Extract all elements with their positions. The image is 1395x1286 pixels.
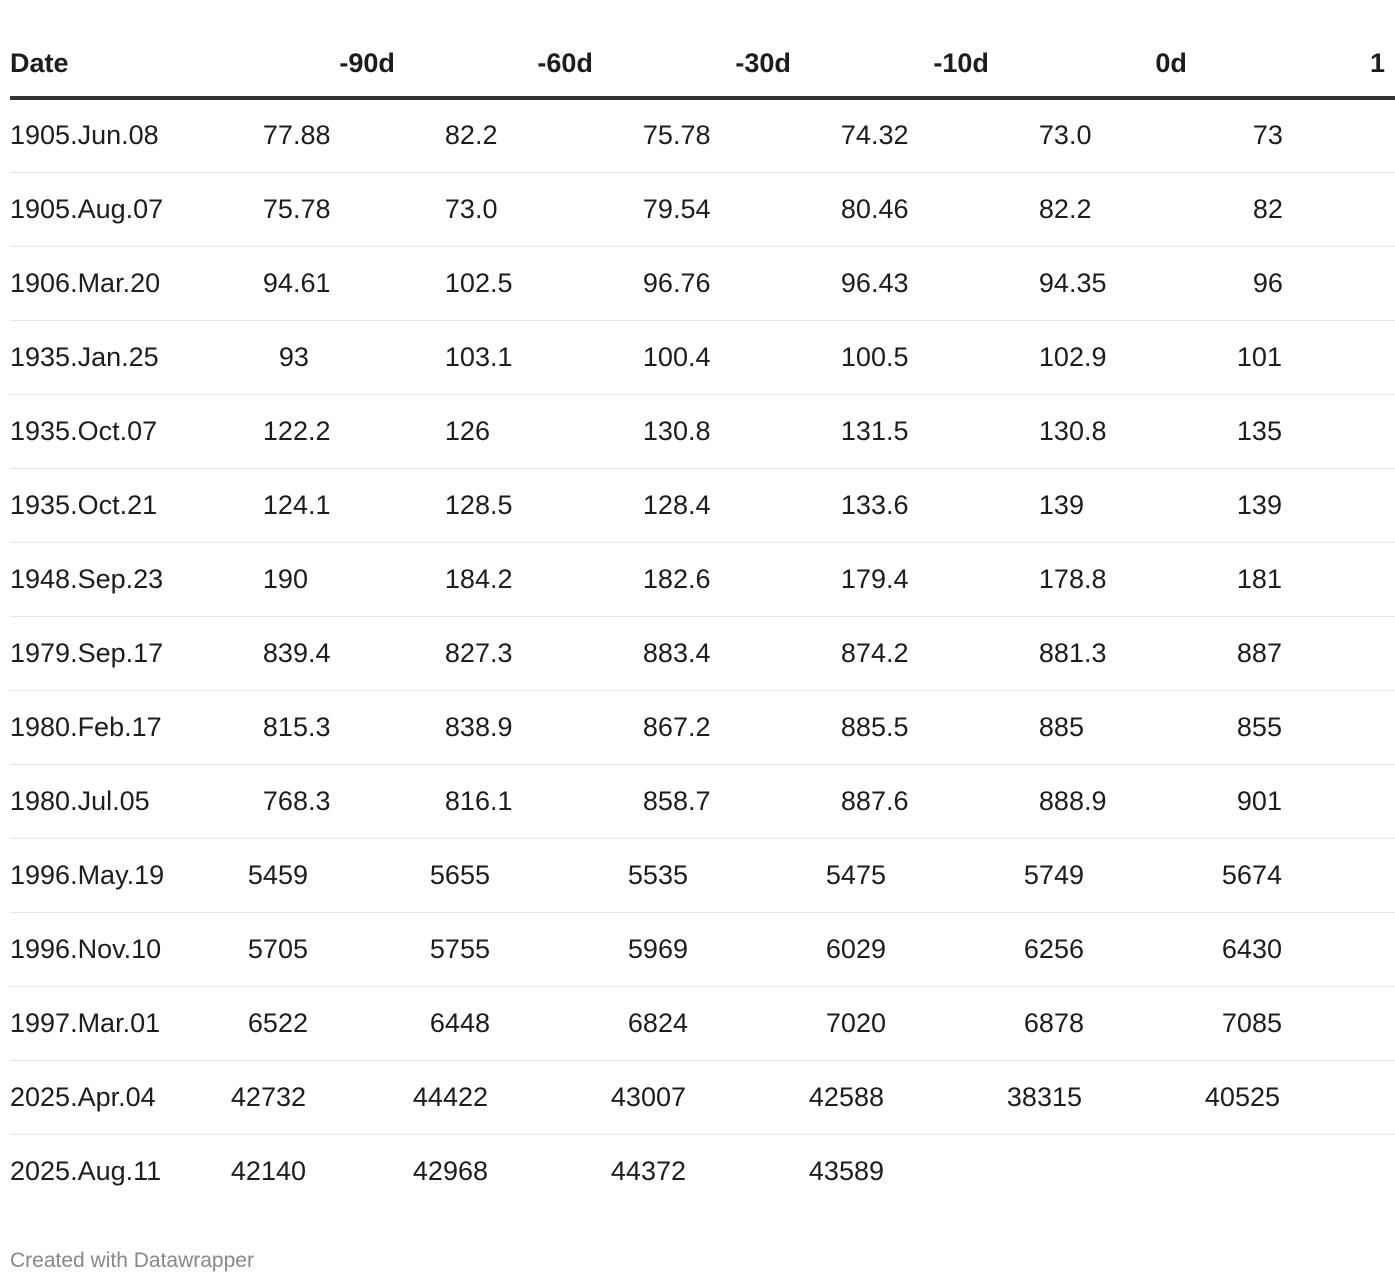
value-cell bbox=[999, 320, 1197, 394]
table-row bbox=[10, 320, 1395, 394]
value-text: 7020 bbox=[825, 1007, 886, 1038]
table-row bbox=[10, 690, 1395, 764]
date-cell: 1948.Sep.23 bbox=[10, 542, 207, 616]
value-text: 102.5 bbox=[444, 267, 513, 298]
value-text: 7085 bbox=[1221, 1007, 1282, 1038]
value-cell bbox=[405, 468, 603, 542]
value-text: 139 bbox=[1236, 489, 1282, 520]
value-cell bbox=[603, 1060, 801, 1134]
value-cell bbox=[405, 986, 603, 1060]
date-cell: 1979.Sep.17 bbox=[10, 616, 207, 690]
value-cell bbox=[999, 394, 1197, 468]
value-cell bbox=[999, 542, 1197, 616]
value-cell bbox=[1197, 764, 1395, 838]
value-text: 885 bbox=[1038, 711, 1084, 742]
value-cell bbox=[801, 1060, 999, 1134]
value-text: 768.3 bbox=[262, 785, 331, 816]
value-text: 133.6 bbox=[840, 489, 909, 520]
value-cell bbox=[405, 172, 603, 246]
value-text: 80.46 bbox=[840, 193, 909, 224]
value-cell bbox=[603, 986, 801, 1060]
value-text: 102.9 bbox=[1038, 341, 1107, 372]
value-text: 124.1 bbox=[262, 489, 331, 520]
value-text: 838.9 bbox=[444, 711, 513, 742]
value-text: 73 bbox=[1252, 120, 1283, 151]
value-cell bbox=[603, 98, 801, 172]
value-text: 6522 bbox=[247, 1007, 308, 1038]
value-cell bbox=[603, 172, 801, 246]
value-cell bbox=[207, 320, 405, 394]
value-cell bbox=[207, 246, 405, 320]
value-cell bbox=[1197, 838, 1395, 912]
value-cell bbox=[801, 542, 999, 616]
value-text: 42140 bbox=[230, 1155, 306, 1186]
column-header: -30d bbox=[603, 30, 801, 98]
value-text: 839.4 bbox=[262, 637, 331, 668]
value-text: 139 bbox=[1038, 489, 1084, 520]
value-cell bbox=[1197, 912, 1395, 986]
table-row bbox=[10, 98, 1395, 172]
value-cell bbox=[1197, 320, 1395, 394]
datawrapper-credit: Created with Datawrapper bbox=[10, 1249, 254, 1272]
value-text: 42968 bbox=[412, 1155, 488, 1186]
value-text: 40525 bbox=[1204, 1081, 1280, 1112]
value-text: 131.5 bbox=[840, 415, 909, 446]
value-cell bbox=[801, 912, 999, 986]
date-cell: 1996.Nov.10 bbox=[10, 912, 207, 986]
value-cell bbox=[1197, 1134, 1395, 1208]
value-text: 6256 bbox=[1023, 933, 1084, 964]
value-cell bbox=[207, 986, 405, 1060]
table-row bbox=[10, 246, 1395, 320]
date-cell: 1905.Aug.07 bbox=[10, 172, 207, 246]
value-cell bbox=[999, 838, 1197, 912]
value-text: 815.3 bbox=[262, 711, 331, 742]
value-cell bbox=[603, 764, 801, 838]
value-cell bbox=[207, 468, 405, 542]
value-cell bbox=[1197, 690, 1395, 764]
value-text: 6029 bbox=[825, 933, 886, 964]
value-cell bbox=[801, 394, 999, 468]
value-cell bbox=[999, 172, 1197, 246]
value-cell bbox=[207, 172, 405, 246]
date-cell: 1980.Feb.17 bbox=[10, 690, 207, 764]
value-text: 5749 bbox=[1023, 859, 1084, 890]
value-cell bbox=[603, 468, 801, 542]
value-text: 901 bbox=[1236, 785, 1282, 816]
value-text: 38315 bbox=[1006, 1081, 1082, 1112]
value-text: 126 bbox=[444, 415, 490, 446]
value-text: 128.4 bbox=[642, 489, 711, 520]
value-cell bbox=[1197, 246, 1395, 320]
value-text: 827.3 bbox=[444, 637, 513, 668]
value-cell bbox=[405, 764, 603, 838]
value-cell bbox=[801, 986, 999, 1060]
value-cell bbox=[1197, 542, 1395, 616]
value-cell bbox=[603, 542, 801, 616]
value-cell bbox=[999, 764, 1197, 838]
value-cell bbox=[207, 838, 405, 912]
value-text: 883.4 bbox=[642, 637, 711, 668]
value-text: 94.35 bbox=[1038, 267, 1107, 298]
value-text: 130.8 bbox=[1038, 415, 1107, 446]
value-text: 128.5 bbox=[444, 489, 513, 520]
value-cell bbox=[405, 838, 603, 912]
value-cell bbox=[999, 468, 1197, 542]
table-row bbox=[10, 172, 1395, 246]
table-row bbox=[10, 394, 1395, 468]
value-text: 5969 bbox=[627, 933, 688, 964]
table-row bbox=[10, 986, 1395, 1060]
column-header: Date bbox=[10, 30, 207, 98]
value-cell bbox=[999, 912, 1197, 986]
value-cell bbox=[801, 1134, 999, 1208]
value-cell bbox=[801, 320, 999, 394]
date-cell: 1906.Mar.20 bbox=[10, 246, 207, 320]
value-cell bbox=[1197, 98, 1395, 172]
value-text: 184.2 bbox=[444, 563, 513, 594]
value-text: 103.1 bbox=[444, 341, 513, 372]
table-row bbox=[10, 1134, 1395, 1208]
value-text: 42732 bbox=[230, 1081, 306, 1112]
value-text: 82.2 bbox=[444, 120, 498, 151]
value-cell bbox=[207, 616, 405, 690]
value-text: 178.8 bbox=[1038, 563, 1107, 594]
value-cell bbox=[207, 764, 405, 838]
table-row bbox=[10, 838, 1395, 912]
value-text: 5475 bbox=[825, 859, 886, 890]
value-text: 5535 bbox=[627, 859, 688, 890]
table-row bbox=[10, 542, 1395, 616]
value-cell bbox=[405, 1060, 603, 1134]
value-cell bbox=[207, 98, 405, 172]
date-cell: 1980.Jul.05 bbox=[10, 764, 207, 838]
value-text: 122.2 bbox=[262, 415, 331, 446]
table-row bbox=[10, 1060, 1395, 1134]
column-header: -10d bbox=[801, 30, 999, 98]
date-cell: 1935.Jan.25 bbox=[10, 320, 207, 394]
value-cell bbox=[603, 246, 801, 320]
value-cell bbox=[1197, 172, 1395, 246]
column-header: 1 bbox=[1197, 30, 1395, 98]
value-text: 75.78 bbox=[262, 193, 331, 224]
value-cell bbox=[801, 616, 999, 690]
value-text: 73.0 bbox=[444, 193, 498, 224]
value-text: 43589 bbox=[808, 1155, 884, 1186]
value-text: 881.3 bbox=[1038, 637, 1107, 668]
value-text: 6824 bbox=[627, 1007, 688, 1038]
value-cell bbox=[603, 838, 801, 912]
value-cell bbox=[999, 690, 1197, 764]
value-cell bbox=[801, 246, 999, 320]
value-cell bbox=[801, 838, 999, 912]
value-cell bbox=[801, 690, 999, 764]
table-body bbox=[10, 98, 1395, 1208]
value-text: 858.7 bbox=[642, 785, 711, 816]
value-text: 44372 bbox=[610, 1155, 686, 1186]
value-cell bbox=[405, 912, 603, 986]
value-cell bbox=[405, 320, 603, 394]
value-text: 5674 bbox=[1221, 859, 1282, 890]
value-text: 888.9 bbox=[1038, 785, 1107, 816]
date-cell: 2025.Apr.04 bbox=[10, 1060, 207, 1134]
value-cell bbox=[999, 986, 1197, 1060]
value-text: 94.61 bbox=[262, 267, 331, 298]
value-text: 100.5 bbox=[840, 341, 909, 372]
value-text: 6878 bbox=[1023, 1007, 1084, 1038]
date-cell: 1997.Mar.01 bbox=[10, 986, 207, 1060]
date-cell: 1905.Jun.08 bbox=[10, 98, 207, 172]
value-cell bbox=[1197, 394, 1395, 468]
value-text: 887.6 bbox=[840, 785, 909, 816]
value-text: 82 bbox=[1252, 193, 1283, 224]
date-cell: 1935.Oct.21 bbox=[10, 468, 207, 542]
value-text: 44422 bbox=[412, 1081, 488, 1112]
value-text: 887 bbox=[1236, 637, 1282, 668]
value-text: 5755 bbox=[429, 933, 490, 964]
date-cell: 2025.Aug.11 bbox=[10, 1155, 162, 1186]
value-cell bbox=[405, 246, 603, 320]
value-text: 43007 bbox=[610, 1081, 686, 1112]
value-cell bbox=[405, 616, 603, 690]
value-text: 190 bbox=[262, 563, 308, 594]
value-cell bbox=[207, 394, 405, 468]
value-text: 79.54 bbox=[642, 193, 711, 224]
value-cell bbox=[207, 1060, 405, 1134]
value-text: 181 bbox=[1236, 563, 1282, 594]
value-text: 874.2 bbox=[840, 637, 909, 668]
value-text: 100.4 bbox=[642, 341, 711, 372]
value-cell bbox=[1197, 616, 1395, 690]
value-text: 96.43 bbox=[840, 267, 909, 298]
value-cell bbox=[801, 172, 999, 246]
value-text: 82.2 bbox=[1038, 193, 1092, 224]
date-cell: 1996.May.19 bbox=[10, 838, 207, 912]
value-cell bbox=[207, 542, 405, 616]
value-cell bbox=[801, 764, 999, 838]
value-cell bbox=[603, 1134, 801, 1208]
value-cell bbox=[999, 98, 1197, 172]
table-row bbox=[10, 764, 1395, 838]
value-cell bbox=[405, 98, 603, 172]
value-cell bbox=[207, 912, 405, 986]
value-cell bbox=[801, 468, 999, 542]
value-text: 135 bbox=[1236, 415, 1282, 446]
value-text: 93 bbox=[278, 341, 309, 372]
value-cell bbox=[999, 246, 1197, 320]
value-cell bbox=[603, 690, 801, 764]
value-text: 5459 bbox=[247, 859, 308, 890]
value-cell bbox=[405, 1134, 603, 1208]
table-row bbox=[10, 912, 1395, 986]
value-cell bbox=[1197, 986, 1395, 1060]
value-text: 855 bbox=[1236, 711, 1282, 742]
column-header: -60d bbox=[405, 30, 603, 98]
table-header-row bbox=[10, 30, 1395, 98]
value-text: 101 bbox=[1236, 341, 1282, 372]
value-text: 6430 bbox=[1221, 933, 1282, 964]
column-header: 0d bbox=[999, 30, 1197, 98]
table-row bbox=[10, 468, 1395, 542]
value-cell bbox=[999, 1134, 1197, 1208]
value-cell bbox=[603, 912, 801, 986]
value-cell bbox=[405, 690, 603, 764]
value-text: 5655 bbox=[429, 859, 490, 890]
value-text: 179.4 bbox=[840, 563, 909, 594]
value-cell bbox=[405, 542, 603, 616]
value-text: 130.8 bbox=[642, 415, 711, 446]
value-cell bbox=[1197, 468, 1395, 542]
table-row bbox=[10, 616, 1395, 690]
value-cell bbox=[801, 98, 999, 172]
data-table bbox=[10, 30, 1395, 1208]
value-cell bbox=[603, 394, 801, 468]
value-cell bbox=[207, 690, 405, 764]
value-cell bbox=[603, 320, 801, 394]
value-text: 816.1 bbox=[444, 785, 513, 816]
date-cell: 1935.Oct.07 bbox=[10, 394, 207, 468]
value-text: 74.32 bbox=[840, 120, 909, 151]
value-cell bbox=[999, 1060, 1197, 1134]
value-text: 5705 bbox=[247, 933, 308, 964]
data-table-container bbox=[10, 30, 1385, 1208]
value-text: 867.2 bbox=[642, 711, 711, 742]
value-text: 96.76 bbox=[642, 267, 711, 298]
value-text: 885.5 bbox=[840, 711, 909, 742]
value-cell bbox=[207, 1134, 405, 1208]
value-text: 73.0 bbox=[1038, 120, 1092, 151]
column-header: -90d bbox=[207, 30, 405, 98]
value-text: 77.88 bbox=[262, 120, 331, 151]
value-text: 6448 bbox=[429, 1007, 490, 1038]
value-cell bbox=[1197, 1060, 1395, 1134]
value-cell bbox=[405, 394, 603, 468]
value-text: 182.6 bbox=[642, 563, 711, 594]
value-cell bbox=[603, 616, 801, 690]
value-text: 96 bbox=[1252, 267, 1283, 298]
value-cell bbox=[999, 616, 1197, 690]
value-text: 75.78 bbox=[642, 120, 711, 151]
value-text: 42588 bbox=[808, 1081, 884, 1112]
